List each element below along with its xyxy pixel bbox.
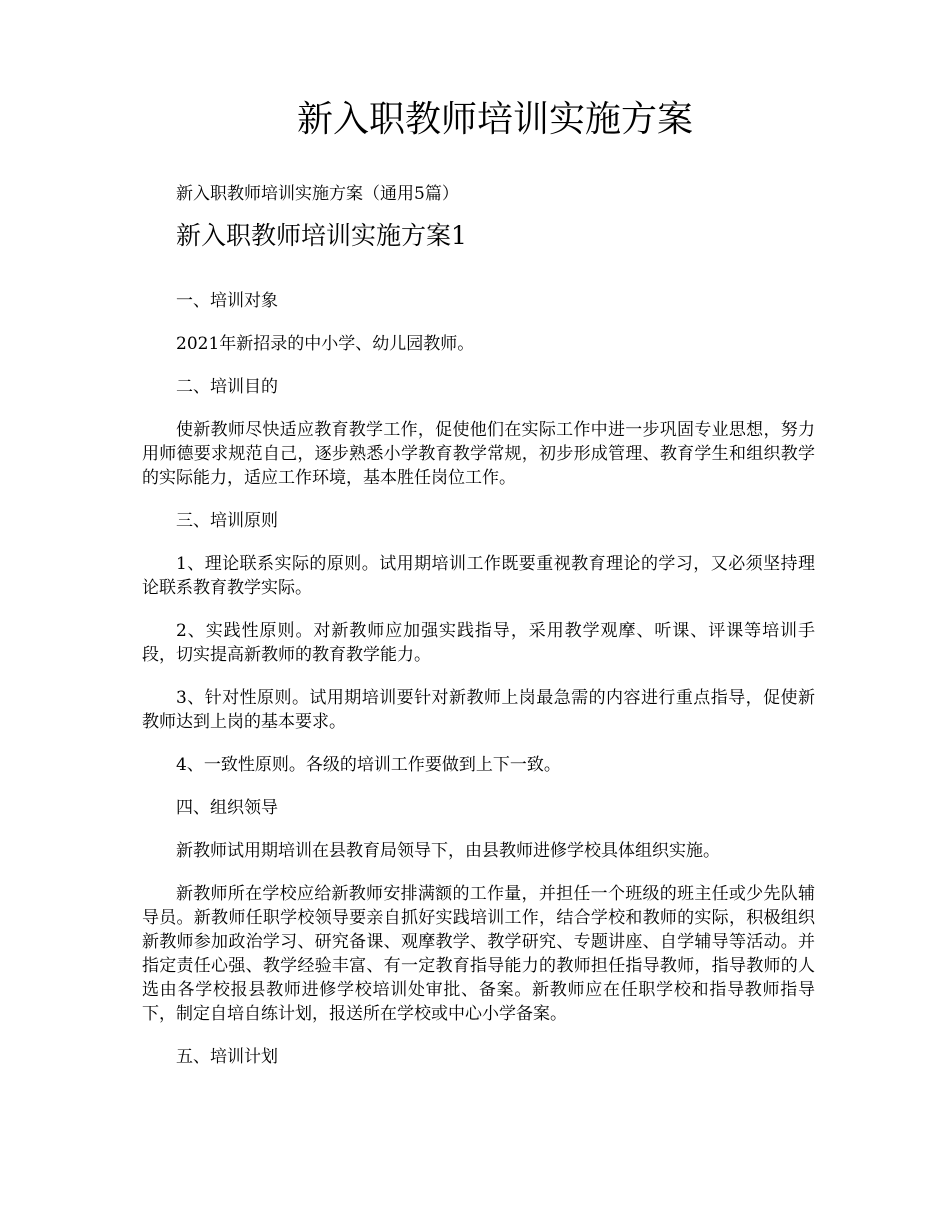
document-subtitle: 新入职教师培训实施方案（通用5篇）: [176, 184, 459, 204]
paragraph-principle-3: 3、针对性原则。试用期培训要针对新教师上岗最急需的内容进行重点指导，促使新教师达到上岗的基本要求。: [142, 688, 815, 732]
paragraph-organization-2: 新教师所在学校应给新教师安排满额的工作量，并担任一个班级的班主任或少先队辅导员。新教师任职学校领导要亲自抓好实践培训工作，结合学校和教师的实际，积极组织新教师参加政治学习、研究备课、观摩教学、教学研究、专题讲座、自学辅导等活动。并指定责任心强、教学经验丰富、有一定教育指导能力的教师担任指导教师，指导教师的人选由各学校报县教师进修学校培训处审批、备案。新教师应在任职学校和指导教师指导下，制定自培自练计划，报送所在学校或中心小学备案。: [142, 884, 815, 1024]
heading-training-principles: 三、培训原则: [176, 511, 278, 531]
heading-training-purpose: 二、培训目的: [176, 377, 278, 397]
paragraph-organization-1: 新教师试用期培训在县教育局领导下，由县教师进修学校具体组织实施。: [176, 841, 720, 861]
paragraph-training-target: 2021年新招录的中小学、幼儿园教师。: [176, 334, 475, 354]
document-title: 新入职教师培训实施方案: [296, 99, 693, 140]
document-body: [142, 182, 815, 1088]
paragraph-principle-2: 2、实践性原则。对新教师应加强实践指导，采用教学观摩、听课、评课等培训手段，切实提高新教师的教育教学能力。: [142, 621, 815, 665]
paragraph-principle-1: 1、理论联系实际的原则。试用期培训工作既要重视教育理论的学习，又必须坚持理论联系教育教学实际。: [142, 554, 815, 598]
paragraph-principle-4: 4、一致性原则。各级的培训工作要做到上下一致。: [176, 755, 561, 775]
section-heading: 新入职教师培训实施方案1: [176, 221, 467, 250]
heading-training-target: 一、培训对象: [176, 291, 278, 311]
paragraph-training-purpose: 使新教师尽快适应教育教学工作，促使他们在实际工作中进一步巩固专业思想，努力用师德要求规范自己，逐步熟悉小学教育教学常规，初步形成管理、教育学生和组织教学的实际能力，适应工作环境，基本胜任岗位工作。: [142, 420, 815, 488]
heading-organization: 四、组织领导: [176, 798, 278, 818]
heading-training-plan: 五、培训计划: [176, 1047, 278, 1067]
